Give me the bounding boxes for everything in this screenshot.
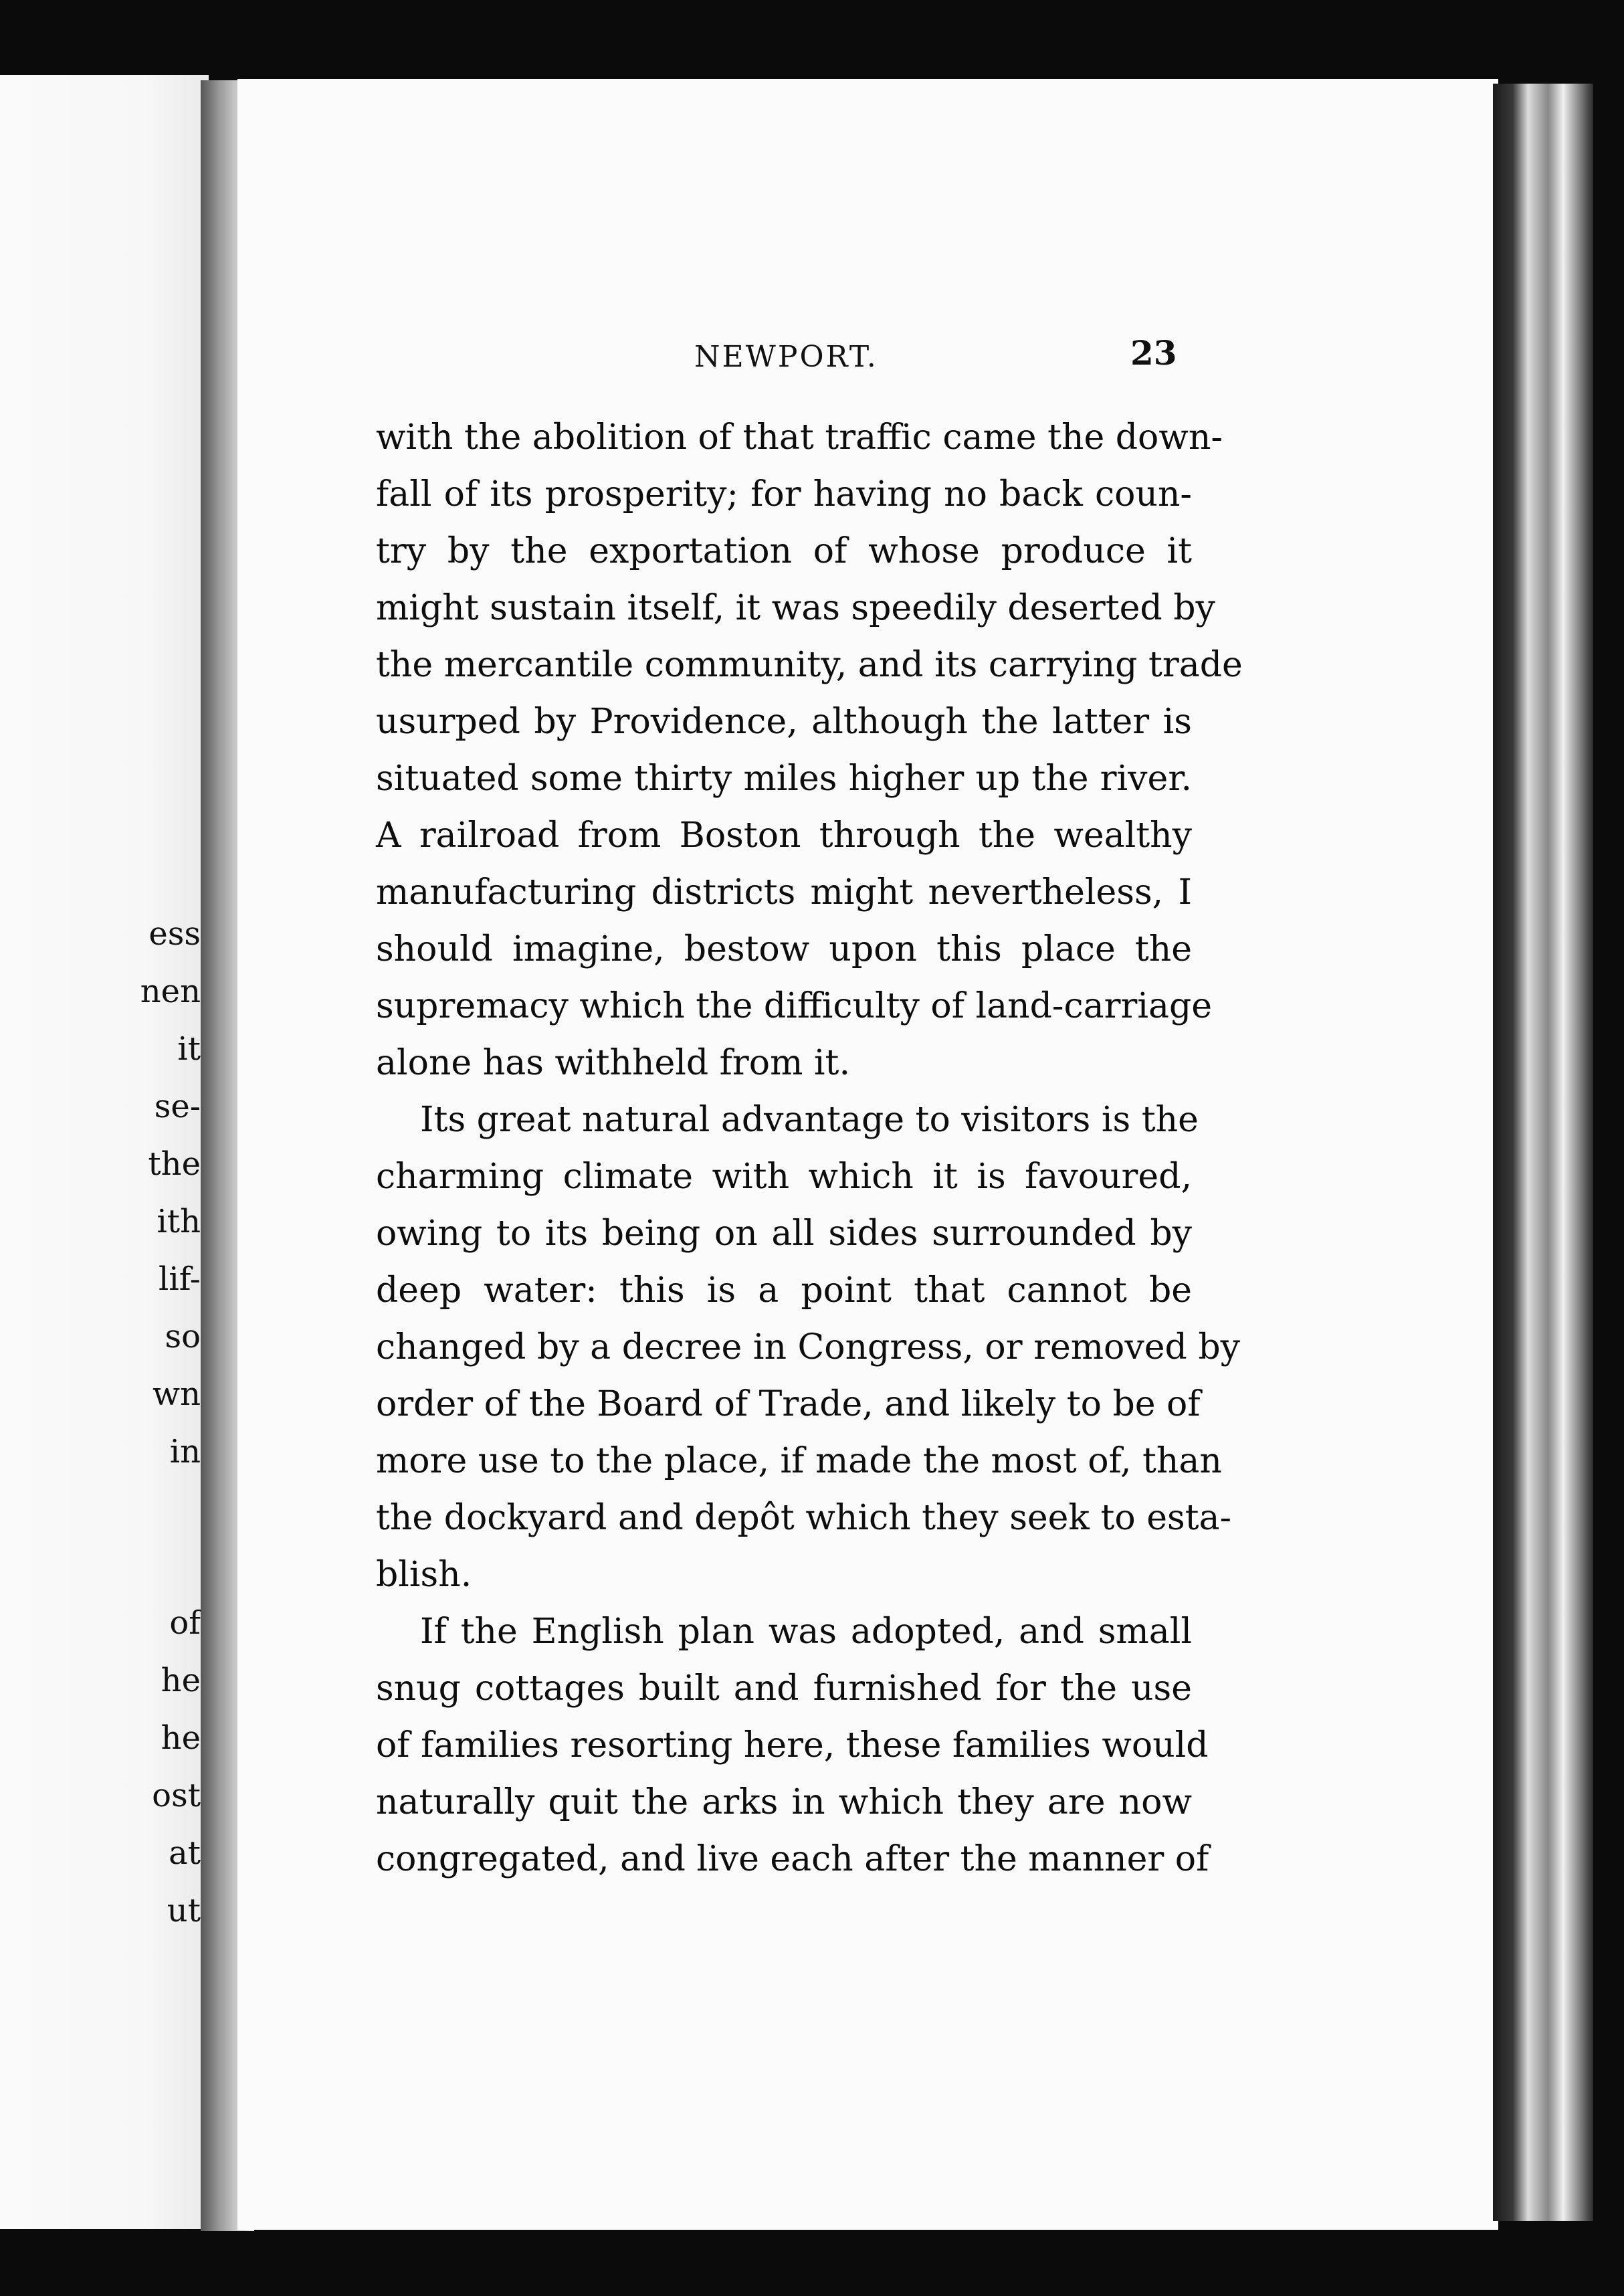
left-page-line: lif- bbox=[159, 1260, 201, 1298]
left-page-line: nen bbox=[140, 973, 201, 1010]
text-line: changed by a decree in Congress, or removed by bbox=[376, 1327, 1240, 1367]
text-line: with the abolition of that traffic came the down- bbox=[376, 417, 1223, 458]
left-page-line: of bbox=[169, 1604, 201, 1642]
paragraph bbox=[376, 1604, 1209, 1888]
left-page-line: at bbox=[169, 1834, 201, 1872]
facing-page-fragment bbox=[0, 75, 209, 2229]
text-line: the mercantile community, and its carrying trade bbox=[376, 645, 1243, 685]
text-line: more use to the place, if made the most of, than bbox=[376, 1441, 1222, 1481]
text-line: manufacturing districts might nevertheless, I bbox=[376, 872, 1192, 913]
left-page-line: he bbox=[161, 1719, 201, 1757]
text-line: of families resorting here, these families would bbox=[376, 1725, 1209, 1765]
text-line: usurped by Providence, although the latter is bbox=[376, 702, 1192, 742]
text-line: alone has withheld from it. bbox=[376, 1043, 850, 1083]
text-line: should imagine, bestow upon this place the bbox=[376, 929, 1192, 969]
text-line: congregated, and live each after the manner of bbox=[376, 1839, 1209, 1879]
text-line: the dockyard and depôt which they seek to esta- bbox=[376, 1498, 1232, 1538]
left-page-line: se- bbox=[154, 1088, 201, 1125]
left-page-line: ith bbox=[157, 1203, 201, 1240]
text-line: situated some thirty miles higher up the river. bbox=[376, 759, 1192, 799]
text-line: A railroad from Boston through the wealthy bbox=[376, 816, 1192, 856]
text-line: order of the Board of Trade, and likely to be of bbox=[376, 1384, 1201, 1424]
text-line: charming climate with which it is favoured, bbox=[376, 1157, 1192, 1197]
page-edge bbox=[1493, 84, 1593, 2221]
left-page-line: ess bbox=[148, 915, 201, 953]
left-page-line: wn bbox=[153, 1375, 201, 1413]
text-line: blish. bbox=[376, 1555, 472, 1595]
text-line: deep water: this is a point that cannot be bbox=[376, 1270, 1192, 1311]
text-line: naturally quit the arks in which they are now bbox=[376, 1782, 1192, 1822]
text-line: fall of its prosperity; for having no back coun- bbox=[376, 474, 1192, 514]
left-page-line: it bbox=[177, 1030, 201, 1068]
text-line: owing to its being on all sides surrounded by bbox=[376, 1214, 1192, 1254]
text-line: try by the exportation of whose produce it bbox=[376, 531, 1192, 571]
paragraph bbox=[376, 409, 1243, 1092]
text-line: might sustain itself, it was speedily deserted by bbox=[376, 588, 1215, 628]
left-page-line: ost bbox=[152, 1777, 201, 1814]
left-page-line: he bbox=[161, 1662, 201, 1699]
left-page-line: so bbox=[165, 1318, 201, 1355]
left-page-line: ut bbox=[167, 1892, 201, 1929]
left-page-line: the bbox=[148, 1145, 201, 1183]
paragraph bbox=[376, 1092, 1240, 1604]
text-line: If the English plan was adopted, and small bbox=[420, 1612, 1192, 1652]
body-text bbox=[376, 409, 1243, 1888]
left-page-line: in bbox=[169, 1433, 201, 1470]
page-number: 23 bbox=[1130, 333, 1177, 373]
text-line: snug cottages built and furnished for the use bbox=[376, 1668, 1192, 1709]
running-title: NEWPORT. bbox=[694, 340, 878, 374]
text-line: supremacy which the difficulty of land-carriage bbox=[376, 986, 1213, 1026]
text-line: Its great natural advantage to visitors is the bbox=[420, 1100, 1199, 1140]
